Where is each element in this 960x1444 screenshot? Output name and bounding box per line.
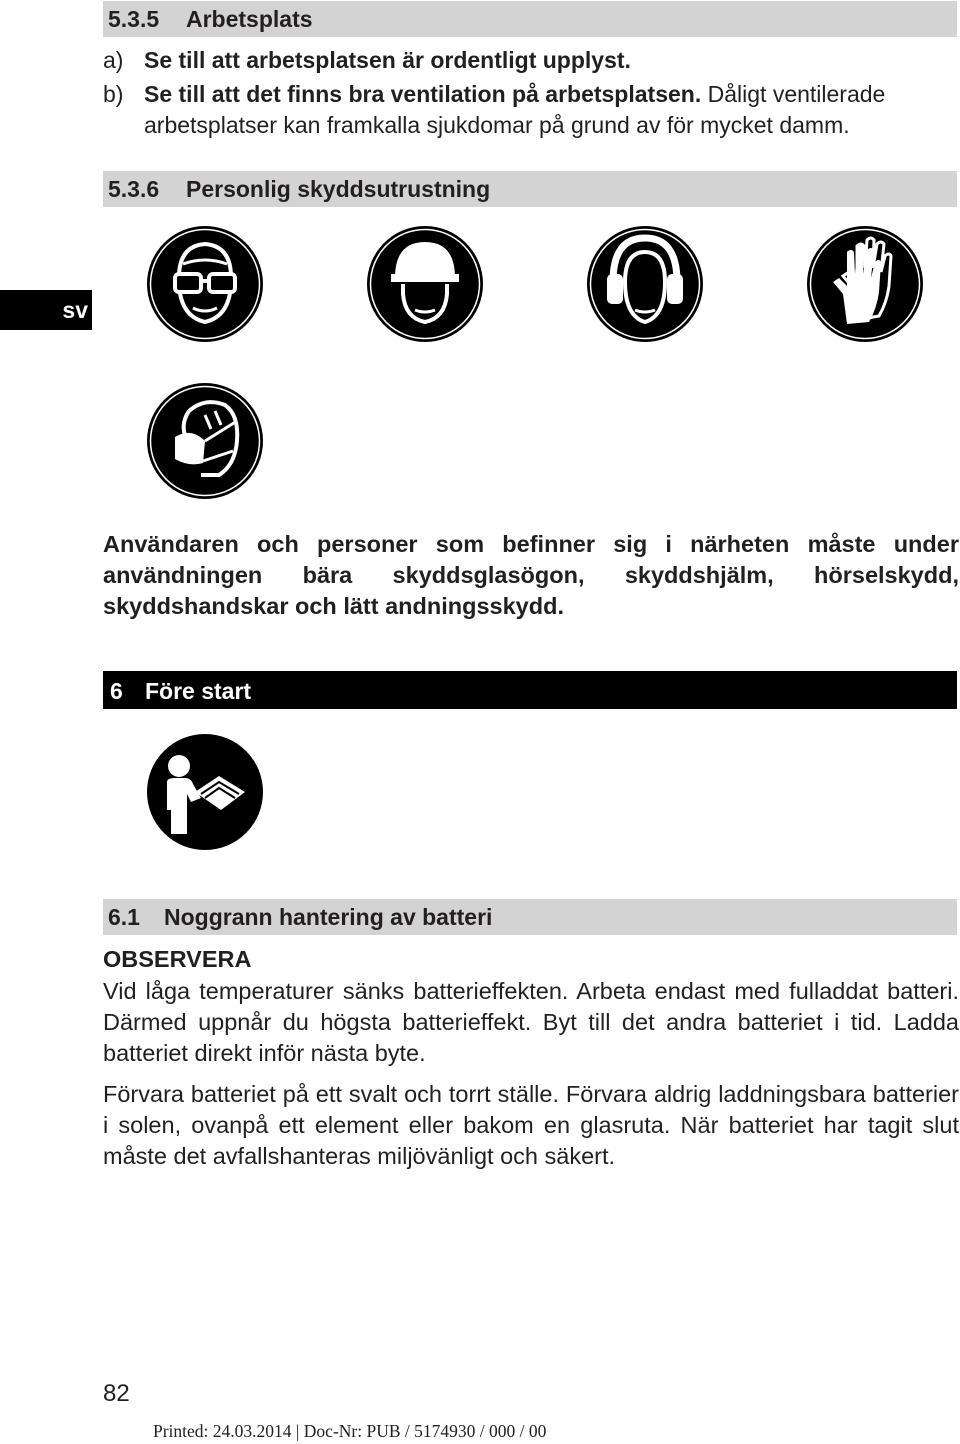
section-title: Arbetsplats xyxy=(186,6,313,32)
safety-glasses-icon xyxy=(145,224,265,344)
section-heading-5-3-5 xyxy=(103,1,957,37)
chapter-number: 6 xyxy=(110,678,123,704)
print-footer: Printed: 24.03.2014 | Doc-Nr: PUB / 5174930 / 000 / 00 xyxy=(153,1421,547,1441)
section-number: 5.3.5 xyxy=(108,6,160,32)
battery-paragraph-2: Förvara batteriet på ett svalt och torrt ställe. Förvara aldrig laddningsbara batterier i solen, ovanpå ett element eller bakom en glasruta. När batteriet har tagit slut måste det avfallshanteras miljövänligt och säkert. xyxy=(103,1081,959,1169)
chapter-title: Före start xyxy=(145,678,252,704)
ear-protection-icon xyxy=(585,224,705,344)
section-title: Noggrann hantering av batteri xyxy=(164,904,493,930)
list-label: a) xyxy=(103,47,124,73)
list-label: b) xyxy=(103,81,124,107)
read-manual-icon xyxy=(145,732,265,852)
language-tab: sv xyxy=(0,290,92,330)
respiratory-mask-icon xyxy=(145,381,265,501)
battery-paragraph-1: Vid låga temperaturer sänks batterieffekten. Arbeta endast med fulladdat batteri. Därmed uppnår du högsta batterieffekt. Byt till det andra batteriet i tid. Ladda batteriet direkt inför nästa byte. xyxy=(103,978,959,1066)
ppe-warning-text: Användaren och personer som befinner sig i närheten måste under användningen bära skyddsglasögon, skyddshjälm, hörselskydd, skyddshandskar och lätt andningsskydd. xyxy=(103,531,959,619)
protective-gloves-icon xyxy=(805,224,925,344)
section-title: Personlig skyddsutrustning xyxy=(186,176,491,202)
list-text: Se till att det finns bra ventilation på arbetsplatsen. Dåligt ventilerade arbetsplatser kan framkalla sjukdomar på grund av för mycket damm. xyxy=(144,81,886,138)
list-text: Se till att arbetsplatsen är ordentligt upplyst. xyxy=(144,47,631,73)
page-number: 82 xyxy=(103,1380,130,1407)
section-heading-6-1 xyxy=(103,899,957,935)
section-number: 6.1 xyxy=(108,904,140,930)
section-heading-5-3-6 xyxy=(103,171,957,207)
notice-heading: OBSERVERA xyxy=(103,946,252,972)
chapter-heading-6 xyxy=(103,671,957,709)
safety-helmet-icon xyxy=(365,224,485,344)
section-number: 5.3.6 xyxy=(108,176,160,202)
